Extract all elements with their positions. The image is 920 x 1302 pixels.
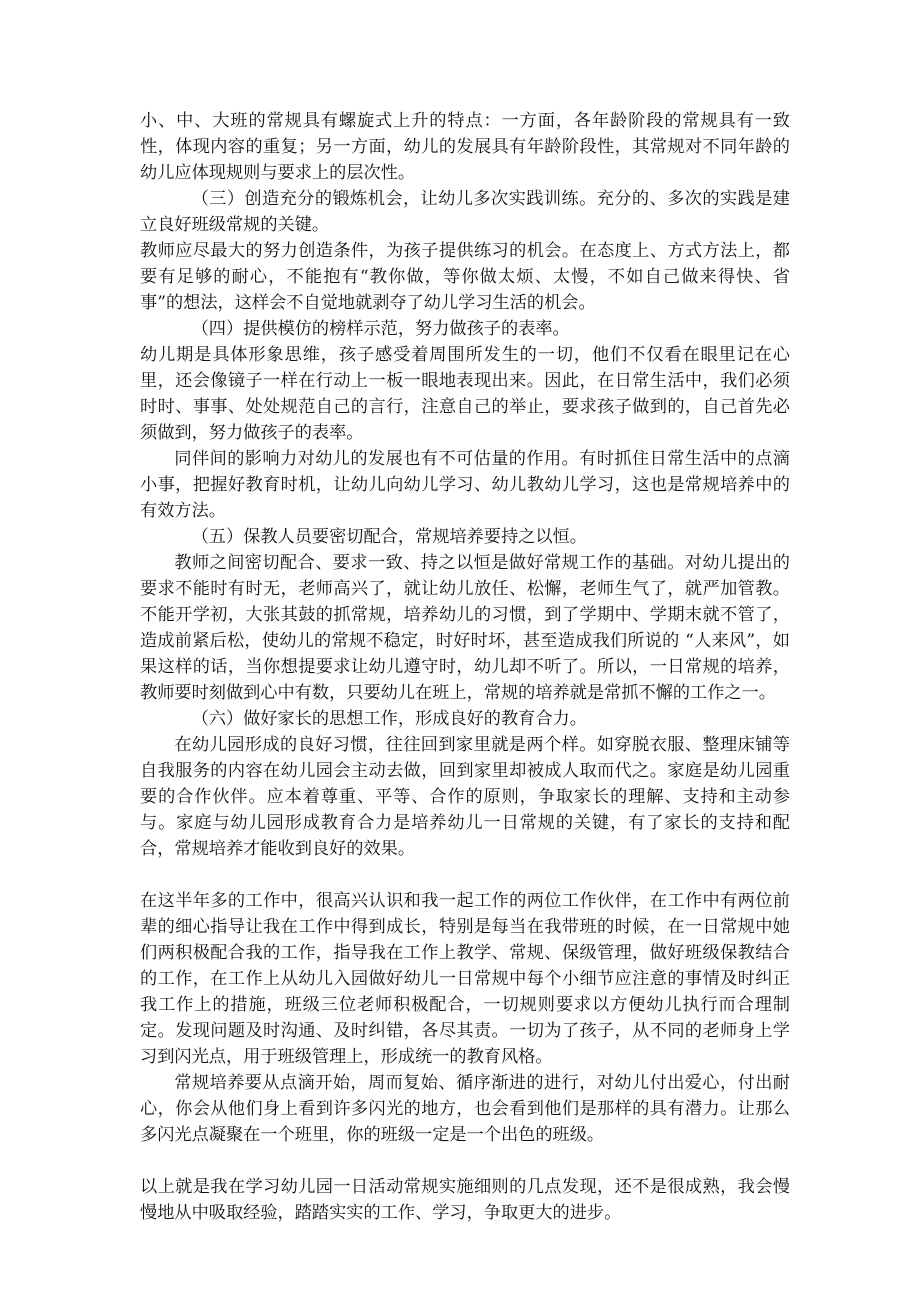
heading-section-3: （三）创造充分的锻炼机会，让幼儿多次实践训练。充分的、多次的实践是建立良好班级常规的关键。: [140, 189, 790, 235]
heading-section-4: （四）提供模仿的榜样示范，努力做孩子的表率。: [191, 319, 570, 339]
paragraph-work-reflection: 在这半年多的工作中，很高兴认识和我一起工作的两位工作伙伴，在工作中有两位前辈的细心指导让我在工作中得到成长，特别是每当在我带班的时候，在一日常规中她们两积极配合我的工作，指导我在工作上教学、常规、保级管理，做好班级保教结合的工作，在工作上从幼儿入园做好幼儿一日常规中每个小细节应注意的事情及时纠正我工作上的措施，班级三位老师积极配合，一切规则要求以方便幼儿执行而合理制定。发现问题及时沟通、及时纠错，各尽其责。一切为了孩子，从不同的老师身上学习到闪光点，用于班级管理上，形成统一的教育风格。: [140, 891, 790, 1067]
paragraph-routine-from-details: 常规培养要从点滴开始，周而复始、循序渐进的进行，对幼儿付出爱心，付出耐心，你会从他们身上看到许多闪光的地方，也会看到他们是那样的具有潜力。让那么多闪光点凝聚在一个班里，你的班级一定是一个出色的班级。: [140, 1073, 790, 1145]
heading-section-6: （六）做好家长的思想工作，形成良好的教育合力。: [191, 709, 587, 729]
paragraph-role-model: 幼儿期是具体形象思维，孩子感受着周围所发生的一切，他们不仅看在眼里记在心里，还会像镜子一样在行动上一板一眼地表现出来。因此，在日常生活中，我们必须时时、事事、处处规范自己的言行，注意自己的举止，要求孩子做到的，自己首先必须做到，努力做孩子的表率。: [140, 345, 790, 443]
paragraph-conclusion: 以上就是我在学习幼儿园一日活动常规实施细则的几点发现，还不是很成熟，我会慢慢地从中吸取经验，踏踏实实的工作、学习，争取更大的进步。: [140, 1177, 790, 1223]
paragraph-staff-cooperation: 教师之间密切配合、要求一致、持之以恒是做好常规工作的基础。对幼儿提出的要求不能时有时无，老师高兴了，就让幼儿放任、松懈，老师生气了，就严加管教。不能开学初，大张其鼓的抓常规，培养幼儿的习惯，到了学期中、学期末就不管了，造成前紧后松，使幼儿的常规不稳定，时好时坏，甚至造成我们所说的 “人来风”，如果这样的话，当你想提要求让幼儿遵守时，幼儿却不听了。所以，一日常规的培养，教师要时刻做到心中有数，只要幼儿在班上，常规的培养就是常抓不懈的工作之一。: [140, 553, 790, 703]
paragraph-gap: [140, 862, 790, 888]
heading-section-5: （五）保教人员要密切配合，常规培养要持之以恒。: [191, 527, 587, 547]
paragraph-gap: [140, 1148, 790, 1174]
paragraph-family-cooperation: 在幼儿园形成的良好习惯，往往回到家里就是两个样。如穿脱衣服、整理床铺等自我服务的内容在幼儿园会主动去做，回到家里却被成人取而代之。家庭是幼儿园重要的合作伙伴。应本着尊重、平等、合作的原则，争取家长的理解、支持和主动参与。家庭与幼儿园形成教育合力是培养幼儿一日常规的关键，有了家长的支持和配合，常规培养才能收到良好的效果。: [140, 735, 790, 859]
document-body: [140, 108, 790, 1226]
paragraph-peer-influence: 同伴间的影响力对幼儿的发展也有不可估量的作用。有时抓住日常生活中的点滴小事，把握好教育时机，让幼儿向幼儿学习、幼儿教幼儿学习，这也是常规培养中的有效方法。: [140, 449, 790, 521]
paragraph-practice-opportunity: 教师应尽最大的努力创造条件，为孩子提供练习的机会。在态度上、方式方法上，都要有足够的耐心，不能抱有“教你做，等你做太烦、太慢，不如自己做来得快、省事”的想法，这样会不自觉地就剥夺了幼儿学习生活的机会。: [140, 241, 790, 313]
paragraph-spiral-routine: 小、中、大班的常规具有螺旋式上升的特点：一方面，各年龄阶段的常规具有一致性，体现内容的重复；另一方面，幼儿的发展具有年龄阶段性，其常规对不同年龄的幼儿应体现规则与要求上的层次性。: [140, 111, 790, 183]
